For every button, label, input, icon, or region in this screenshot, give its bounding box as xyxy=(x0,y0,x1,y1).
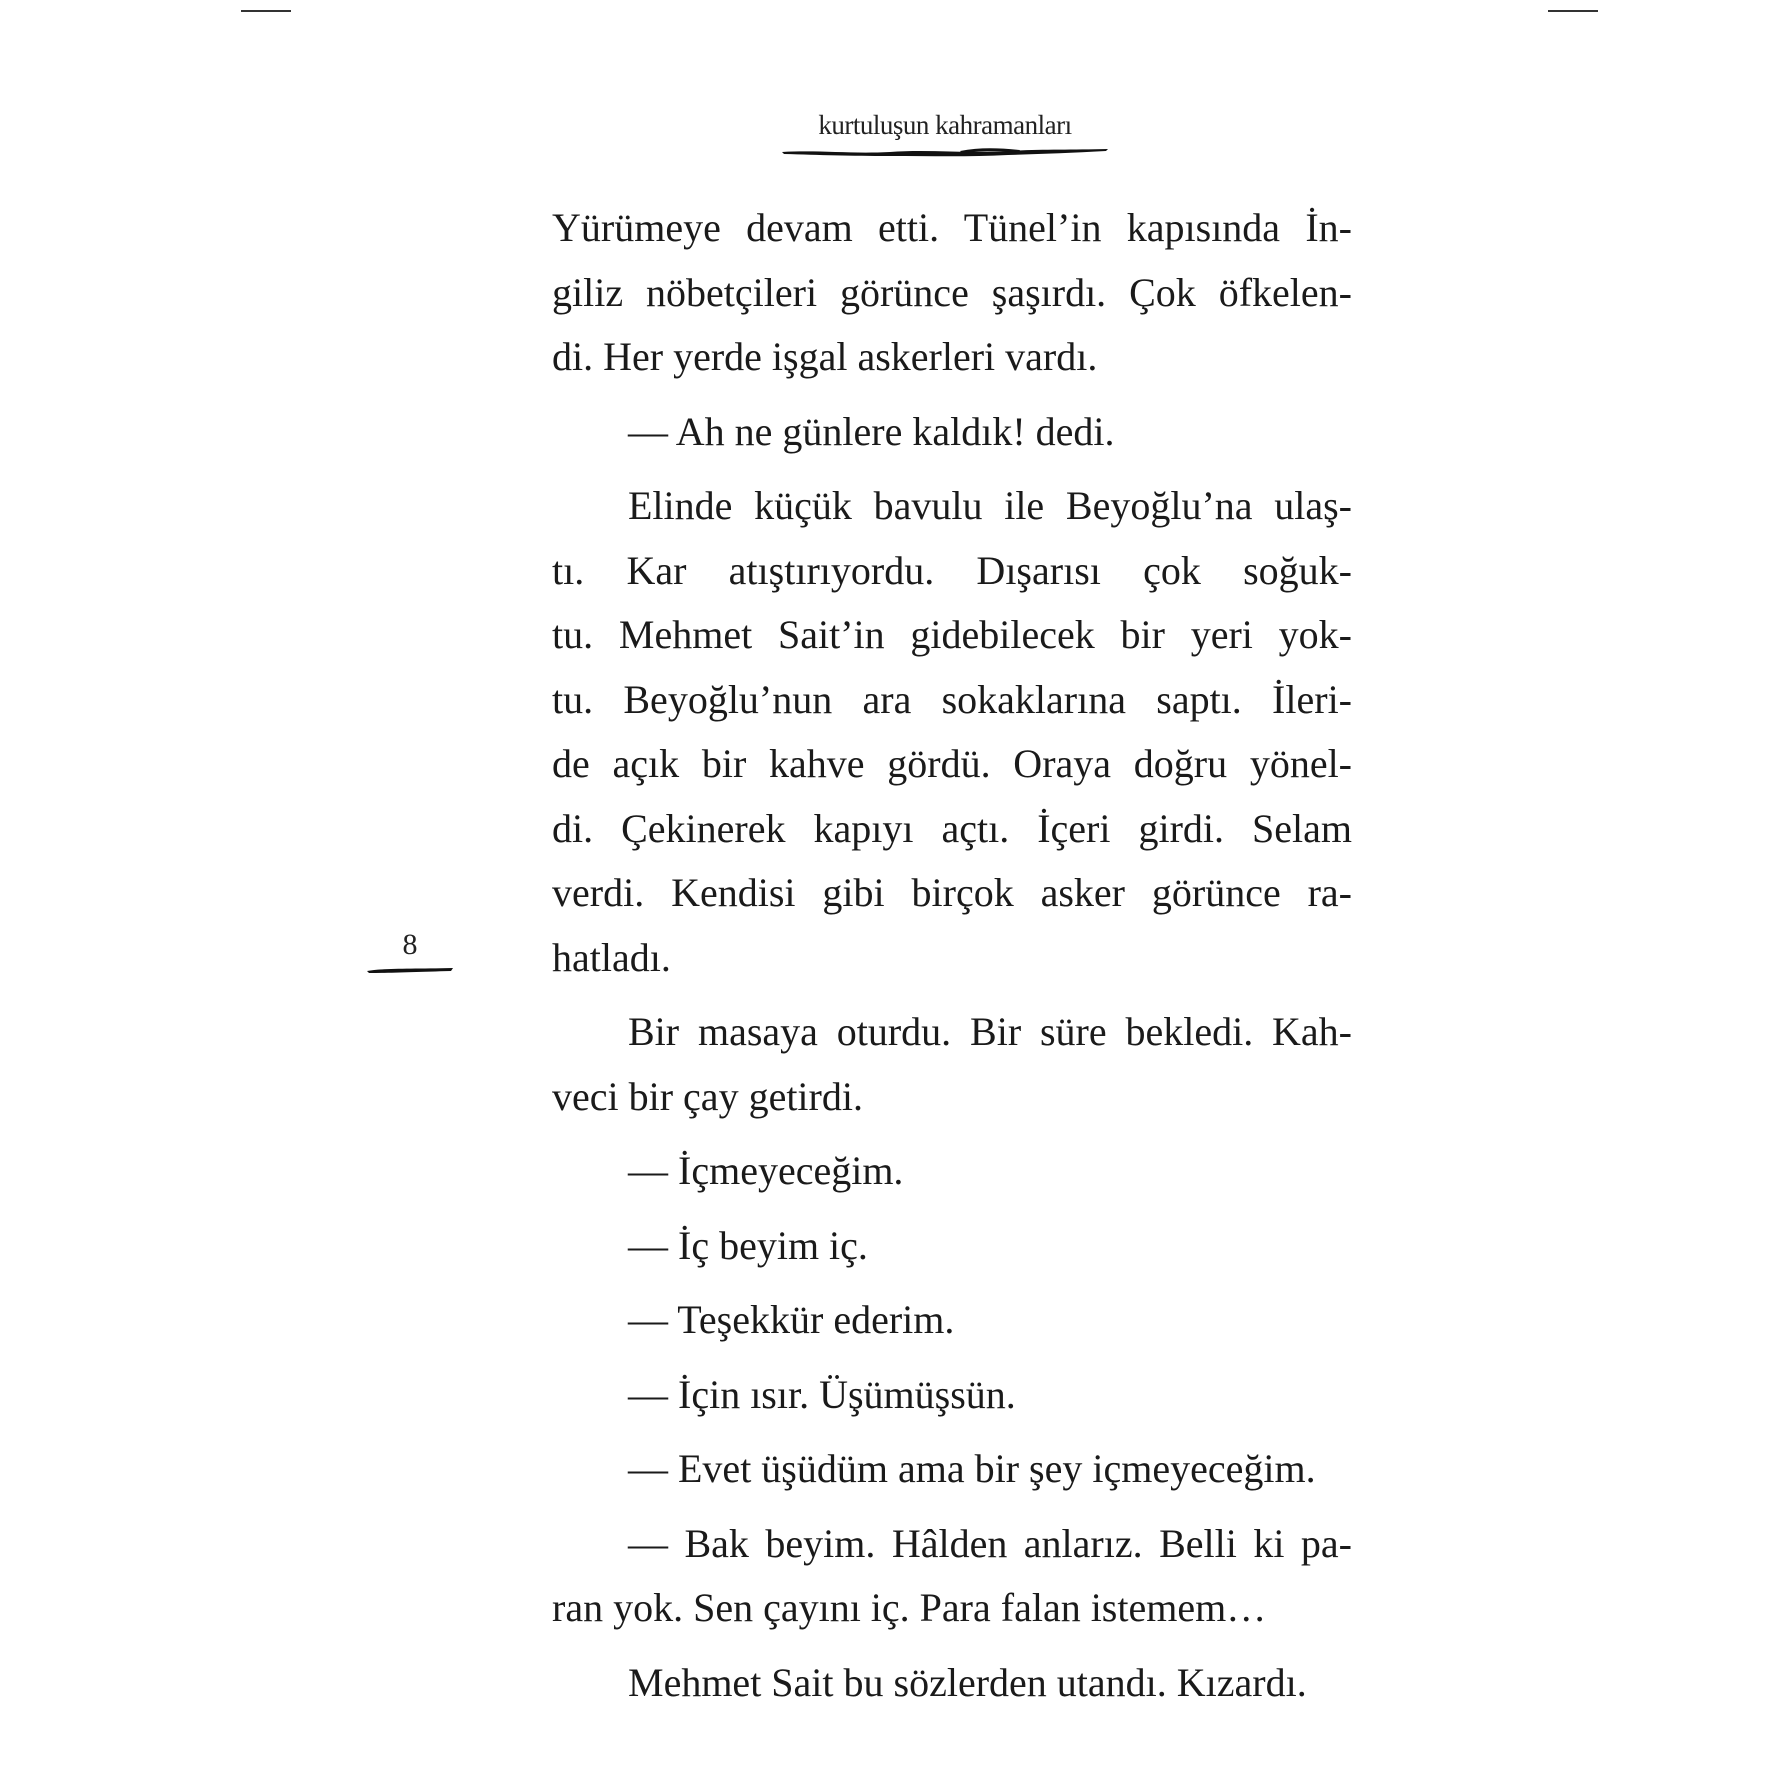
paragraph xyxy=(552,1288,1352,1353)
running-head xyxy=(780,108,1110,162)
paragraph xyxy=(552,1000,1352,1129)
paragraph xyxy=(552,1512,1352,1641)
paragraph xyxy=(552,400,1352,465)
paragraph xyxy=(552,474,1352,990)
crop-mark-right xyxy=(1548,10,1598,12)
text-line: tı. Kar atıştırıyordu. Dışarısı çok soğuk- xyxy=(552,547,1352,593)
text-line: di. Her yerde işgal askerleri vardı. xyxy=(552,334,1098,379)
paragraph xyxy=(552,1139,1352,1204)
text-line: Bir masaya oturdu. Bir süre bekledi. Kah- xyxy=(628,1009,1352,1054)
running-head-title: kurtuluşun kahramanları xyxy=(818,110,1072,140)
paragraph xyxy=(552,1214,1352,1279)
text-line: — Teşekkür ederim. xyxy=(628,1297,955,1342)
paragraph xyxy=(552,196,1352,390)
text-line: tu. Beyoğlu’nun ara sokaklarına saptı. İleri- xyxy=(552,676,1352,722)
text-line: de açık bir kahve gördü. Oraya doğru yönel- xyxy=(552,741,1352,786)
paragraph xyxy=(552,1651,1352,1716)
text-line: — İçmeyeceğim. xyxy=(628,1148,904,1193)
text-line: giliz nöbetçileri görünce şaşırdı. Çok öfkelen- xyxy=(552,269,1352,315)
brush-stroke-ornament xyxy=(780,142,1110,162)
text-line: hatladı. xyxy=(552,934,671,980)
text-line: ran yok. Sen çayını iç. Para falan istemem… xyxy=(552,1585,1267,1630)
body-text xyxy=(552,196,1352,1725)
text-line: di. Çekinerek kapıyı açtı. İçeri girdi. Selam xyxy=(552,805,1352,851)
text-line: Mehmet Sait bu sözlerden utandı. Kızardı. xyxy=(628,1659,1307,1705)
text-line: — İç beyim iç. xyxy=(628,1222,868,1268)
crop-mark-left xyxy=(241,10,291,12)
text-line: veci bir çay getirdi. xyxy=(552,1073,863,1119)
text-line: — Evet üşüdüm ama bir şey içmeyeceğim. xyxy=(628,1446,1316,1491)
paragraph xyxy=(552,1363,1352,1428)
paragraph xyxy=(552,1437,1352,1502)
text-line: — Ah ne günlere kaldık! dedi. xyxy=(628,408,1115,454)
page-number-brush-stroke xyxy=(365,963,455,977)
text-line: Yürümeye devam etti. Tünel’in kapısında İn- xyxy=(552,205,1352,250)
text-line: — İçin ısır. Üşümüşsün. xyxy=(628,1371,1016,1417)
page-number-text: 8 xyxy=(402,928,418,961)
page-number xyxy=(365,928,455,981)
text-line: verdi. Kendisi gibi birçok asker görünce ra- xyxy=(552,870,1352,915)
text-line: — Bak beyim. Hâlden anlarız. Belli ki pa- xyxy=(628,1520,1352,1566)
text-line: tu. Mehmet Sait’in gidebilecek bir yeri yok- xyxy=(552,612,1352,657)
text-line: Elinde küçük bavulu ile Beyoğlu’na ulaş- xyxy=(628,483,1352,528)
